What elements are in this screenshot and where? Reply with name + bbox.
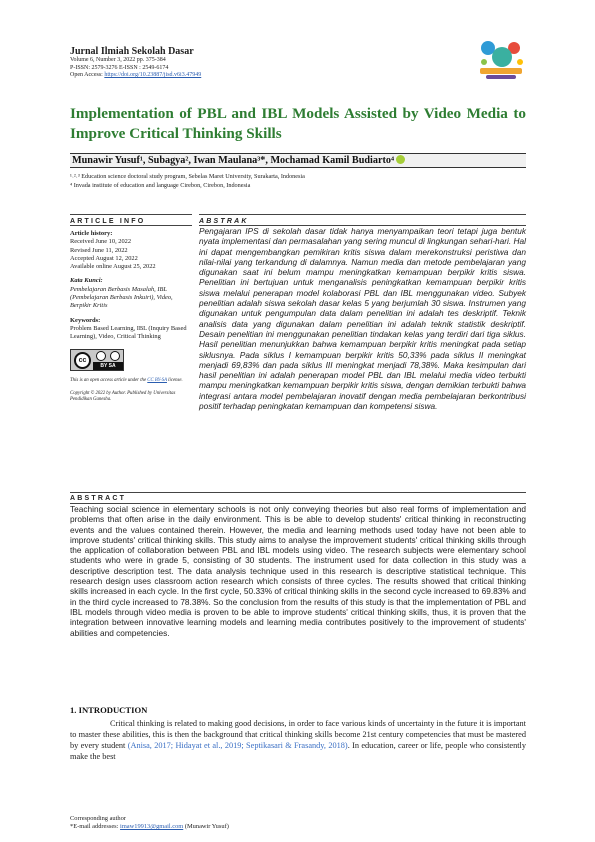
history-label: Article history: <box>70 230 113 237</box>
abstrak-heading: ABSTRAK <box>199 214 526 225</box>
journal-logo <box>476 40 526 82</box>
affiliations <box>70 172 526 190</box>
intro-text-after: . In education, career or life, people who consistently make the best <box>70 741 526 761</box>
journal-name: Jurnal Ilmiah Sekolah Dasar <box>70 46 194 57</box>
abstract-text: Teaching social science in elementary schools is not only conveying theories but also real forms of implementation and problems that often arise in the daily environment. This is be able to develop students' critical thinking in reconstructing events and the values contained therein. However, the media and learning methods used today have not been able to improve students' critical thinking skills. This study aims to analyse the improvement students' critical thinking skills through the application of collaboration between PBL and IBL models using video. The research subjects were elementary school students who were in grade 5, consisting of 30 students. The instrument used for data collection in this study was a descriptive description test. The data analysis technique used in this research is descriptive statistical technique. This research design uses classroom action research which consists of three cycles. The results showed that critical thinking skills increased in each cycle. In the first cycle, 50.33% of critical thinking skills in the second cycle increased to 69.83% and in the third cycle increased to 78.38%. So the conclusion from the results of this study is that the implementation of PBL and IBL models through video media is proven to be able to improve students' critical thinking skills, thus, it is proven that the integration between innovative learning models and learning media contributes positively to the improvement of students' abilities and competencies. <box>70 504 526 638</box>
keywords-label: Keywords: <box>70 316 101 324</box>
license-note <box>70 378 195 384</box>
cc-license-badge[interactable] <box>70 349 124 371</box>
license-link[interactable]: CC BY-SA <box>147 377 167 383</box>
license-note-suffix: license. <box>166 377 183 383</box>
email-prefix: *E-mail addresses: <box>70 823 121 830</box>
introduction-text <box>70 718 526 762</box>
open-access-label: Open Access: <box>70 72 105 79</box>
license-note-prefix: This is an open access article under the <box>70 377 148 383</box>
copyright-note: Copyright © 2022 by Author. Published by Universitas Pendidikan Ganesha. <box>70 390 176 402</box>
history-received: Received June 10, 2022 <box>70 238 132 246</box>
by-icon <box>96 351 106 361</box>
intro-text-before: Critical thinking is related to making good decisions, in order to face various kinds of uncertainty in the future it is important to master these abilities, this is then the background that critical thinking skills become 21st century competencies that must be mastered by every student <box>70 719 526 750</box>
affiliation-2: ⁴ Invada institute of education and language Cirebon, Cirebon, Indonesia <box>70 182 251 189</box>
author-list: Munawir Yusuf¹, Subagya², Iwan Maulana³*, Mochamad Kamil Budiarto⁴ <box>72 155 395 166</box>
introduction-heading: 1. INTRODUCTION <box>70 705 148 715</box>
authors-bar <box>70 153 526 168</box>
history-revised: Revised June 11, 2022 <box>70 246 128 254</box>
journal-open-access <box>70 72 450 80</box>
history-online: Available online August 25, 2022 <box>70 263 156 271</box>
article-info-divider <box>70 225 192 226</box>
article-info <box>70 230 195 403</box>
article-info-heading: ARTICLE INFO <box>70 214 192 225</box>
doi-link[interactable]: https://doi.org/10.23887/jisd.v6i3.47949 <box>104 72 202 79</box>
intro-citation[interactable]: (Anisa, 2017; Hidayat et al., 2019; Septikasari & Frasandy, 2018) <box>127 741 348 750</box>
footnote <box>70 815 370 831</box>
sa-icon <box>110 351 120 361</box>
abstrak-text: Pengajaran IPS di sekolah dasar tidak hanya menyampaikan teori tetapi juga bentuk nyata implementasi dan permasalahan yang sering muncul di lingkungan sehari-hari. Hal ini dapat mengembangkan pemikiran kritis siswa dalam merekonstruksi peristiwa dan nilai-nilai yang terkandung di dalamnya. Namun media dan metode pembelajaran yang digunakan saat ini belum mampu meningkatkan kemampuan berpikir kritis siswa. Penelitian ini bertujuan untuk menganalisis peningkatkan kemampuan berpikir kritis siswa melalui penerapan model kolaborasi PBL dan IBL menggunakan video. Subyek penelitian adalah siswa sekolah dasar kelas 5 yang berjumlah 30 siswa. Instrumen yang digunakan untuk pengumpulan data dalam penelitian ini adalah tes deskriptif. Teknik analisis data yang digunakan dalam penelitian ini adalah teknik statistik deskriptif. Desain penelitian ini menggunakan penelitian tindakan kelas yang terdiri dari tiga siklus. Hasil penelitian menunjukkan bahwa kemampuan berpikir kritis meningkat pada setiap siklusnya. Pada siklus I kemampuan berpikir kritis 50,33% pada siklus II meningkat menjadi 69,83% dan pada siklus III meningkat menjadi 78,38%. Maka kesimpulan dari hasil penelitian ini adalah penerapan model PBL dan IBL melalui media video terbukti mampu meningkatkan kemampuan berpikir kritis siswa, dengan demikian terbukti bahwa integrasi antara model pembelajaran inovatif dengan media pembelajaran berkontribusi positif terhadap peningkatan kemampuan dan kompetensi siswa. <box>199 226 526 412</box>
paper-title: Implementation of PBL and IBL Models Assisted by Video Media to Improve Critical Thinking Skills <box>70 105 526 142</box>
orcid-icon[interactable] <box>396 155 405 164</box>
history-accepted: Accepted August 12, 2022 <box>70 254 138 262</box>
journal-issn: P-ISSN: 2579-3276 E-ISSN : 2549-6174 <box>70 64 169 71</box>
email-line <box>70 823 370 831</box>
cc-icon: cc <box>74 352 91 369</box>
journal-volume: Volume 6, Number 3, 2022 pp. 375-384 <box>70 57 166 63</box>
affiliation-1: ¹˒²˒³ Education science doctoral study program, Sebelas Maret University, Surakarta, Indonesia <box>70 173 305 180</box>
keywords: Problem Based Learning, IBL (Inquiry Based Learning), Video, Critical Thinking <box>70 324 187 341</box>
cc-badge-label: BY SA <box>93 362 123 370</box>
email-suffix: (Munawir Yusuf) <box>183 823 229 830</box>
kata-kunci-label: Kata Kunci: <box>70 277 103 285</box>
journal-header <box>70 46 450 80</box>
abstract-heading: ABSTRACT <box>70 492 526 502</box>
email-link[interactable]: imaw19913@gmail.com <box>120 823 184 830</box>
corresponding-author: Corresponding author <box>70 815 126 822</box>
kata-kunci: Pembelajaran Berbasis Masalah, IBL (Pembelajaran Berbasis Inkuiri), Video, Berpikir Kritis <box>70 285 173 310</box>
